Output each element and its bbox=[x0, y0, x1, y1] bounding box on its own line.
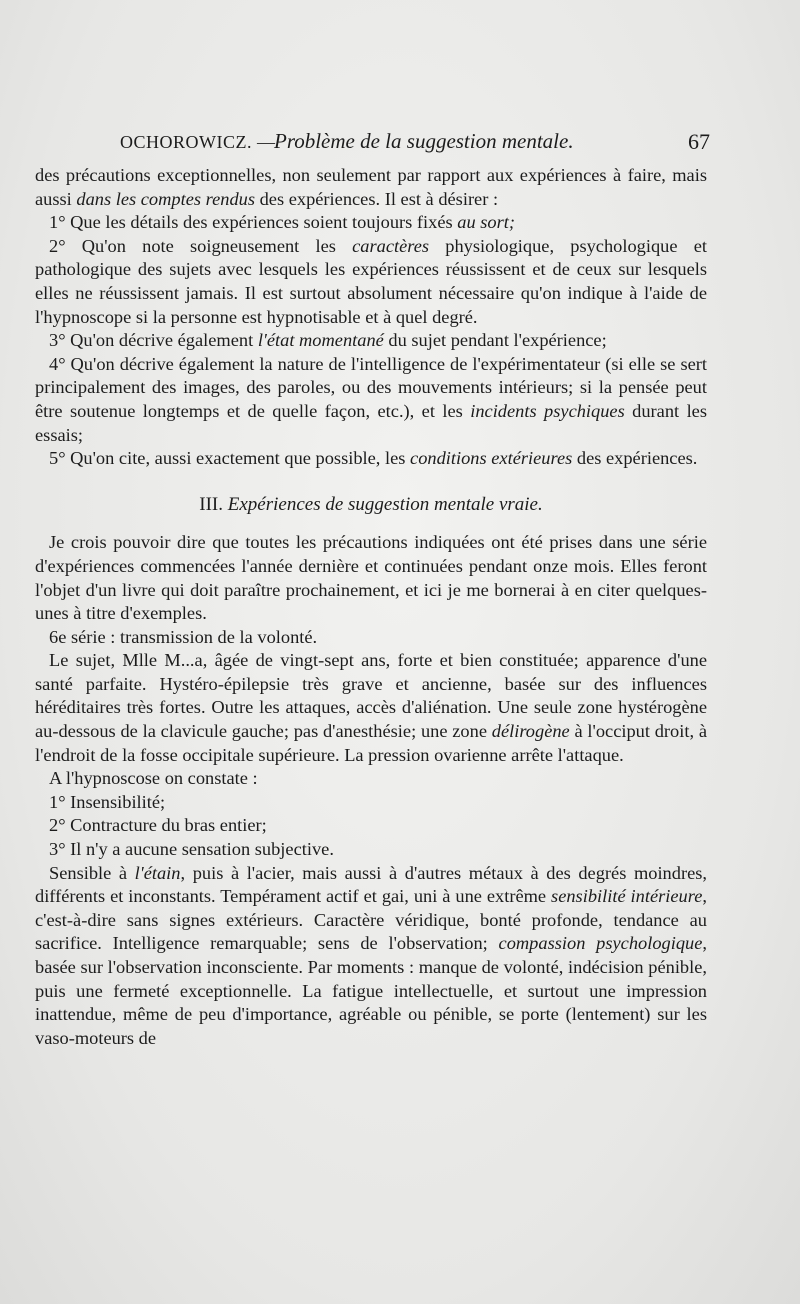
list-item-3 bbox=[35, 329, 707, 353]
text-run: 4° Qu'on décrive également la nature de l'intelligence de l'expérimentateur (si elle se sert principalement des images, des paroles, ou des mouvements intérieurs; si la pensée peut être soutenue longtemps et de quelle façon, etc.), et les bbox=[35, 353, 707, 421]
text-run: Le sujet, Mlle M...a, âgée de vingt-sept ans, forte et bien constituée; apparence d'une santé parfaite. Hystéro-épilepsie très grave et ancienne, basée sur des influences héréditaires très fortes. Outre les attaques, accès d'aliénation. Une seule zone hystérogène au-dessous de la clavicule gauche; pas d'anesthésie; une zone bbox=[35, 650, 707, 742]
text-run: 2° Qu'on note soigneusement les bbox=[49, 235, 353, 256]
emphasis: l'étain bbox=[134, 862, 181, 883]
emphasis: délirogène bbox=[491, 721, 570, 742]
section-title: Expériences de suggestion mentale vraie. bbox=[227, 493, 543, 515]
text-run: 5° Qu'on cite, aussi exactement que possible, les bbox=[49, 448, 411, 469]
text-run: durant les essais; bbox=[35, 400, 708, 445]
text-run: , basée sur l'observation inconsciente. Par moments : manque de volonté, indécision pénible, puis une fermeté exceptionnelle. La fatigue intellectuelle, et surtout une impression inattendue, même de peu d'importance, agréable ou pénible, se porte (lentement) sur les vaso-moteurs de bbox=[35, 933, 707, 1048]
text-run: du sujet pendant l'expérience; bbox=[383, 330, 607, 351]
list-item-1 bbox=[35, 211, 707, 235]
finding-1: 1° Insensibilité; bbox=[49, 791, 166, 812]
list-item-2 bbox=[35, 235, 707, 329]
section-heading bbox=[35, 493, 707, 517]
emphasis: incidents psychiques bbox=[470, 400, 625, 421]
emphasis: au sort; bbox=[457, 212, 516, 233]
emphasis: sensibilité intérieure bbox=[551, 886, 703, 907]
series-line: 6e série : transmission de la volonté. bbox=[49, 626, 318, 647]
paragraph-subject bbox=[35, 649, 707, 767]
emphasis: caractères bbox=[352, 235, 430, 256]
paragraph-intro: Je crois pouvoir dire que toutes les précautions indiquées ont été prises dans une série d'expériences commencées l'année dernière et continuées pendant onze mois. Elles feront l'objet d'un livre qui doit paraître prochainement, et ici je me bornerai à en citer quelques-unes à titre d'exemples. bbox=[35, 532, 707, 624]
text-run: Sensible à bbox=[49, 862, 135, 883]
text-run: des précautions exceptionnelles, non seulement par rapport aux expériences à faire, mais aussi bbox=[35, 165, 707, 209]
finding-2: 2° Contracture du bras entier; bbox=[49, 815, 267, 836]
text-run: , c'est-à-dire sans signes extérieurs. Caractère véridique, bonté profonde, tendance au sacrifice. Intelligence remarquable; sens de l'observation; bbox=[35, 886, 707, 954]
page-number: 67 bbox=[688, 129, 710, 154]
emphasis: compassion psychologique bbox=[498, 933, 703, 954]
text-run: 1° Que les détails des expériences soient toujours fixés bbox=[49, 212, 458, 233]
emphasis: dans les comptes rendus bbox=[76, 188, 255, 209]
hypnoscope-line: A l'hypnoscose on constate : bbox=[49, 768, 258, 789]
paragraph-precautions bbox=[35, 164, 707, 211]
emphasis: l'état momentané bbox=[257, 330, 384, 351]
emphasis: conditions extérieures bbox=[410, 448, 573, 469]
text-run: des expériences. Il est à désirer : bbox=[255, 188, 499, 209]
text-run: des expériences. bbox=[572, 448, 698, 469]
finding-3: 3° Il n'y a aucune sensation subjective. bbox=[49, 839, 334, 860]
list-item-5 bbox=[35, 447, 707, 471]
header-title: Problème de la suggestion mentale. bbox=[274, 129, 574, 153]
text-run: , puis à l'acier, mais aussi à d'autres métaux à des degrés moindres, différents et inconstants. Tempérament actif et gai, uni à une extrême bbox=[35, 862, 707, 907]
section-number: III. bbox=[199, 493, 223, 515]
text-run: 3° Qu'on décrive également bbox=[49, 330, 258, 351]
text-run: à l'occiput droit, à l'endroit de la fosse occipitale supérieure. La pression ovarienne arrête l'attaque. bbox=[35, 721, 707, 765]
page-body bbox=[35, 164, 707, 1050]
header-author: OCHOROWICZ. — bbox=[120, 132, 276, 152]
text-run: physiologique, psychologique et pathologique des sujets avec lesquels les expériences réussissent et de ceux sur lesquels elles ne réussissent jamais. Il est surtout absolument nécessaire qu'on indique à l'aide de l'hypnoscope si la personne est hypnotisable et à quel degré. bbox=[35, 235, 707, 327]
list-item-4 bbox=[35, 353, 707, 447]
running-header bbox=[120, 129, 710, 159]
paragraph-temperament bbox=[35, 862, 707, 1051]
